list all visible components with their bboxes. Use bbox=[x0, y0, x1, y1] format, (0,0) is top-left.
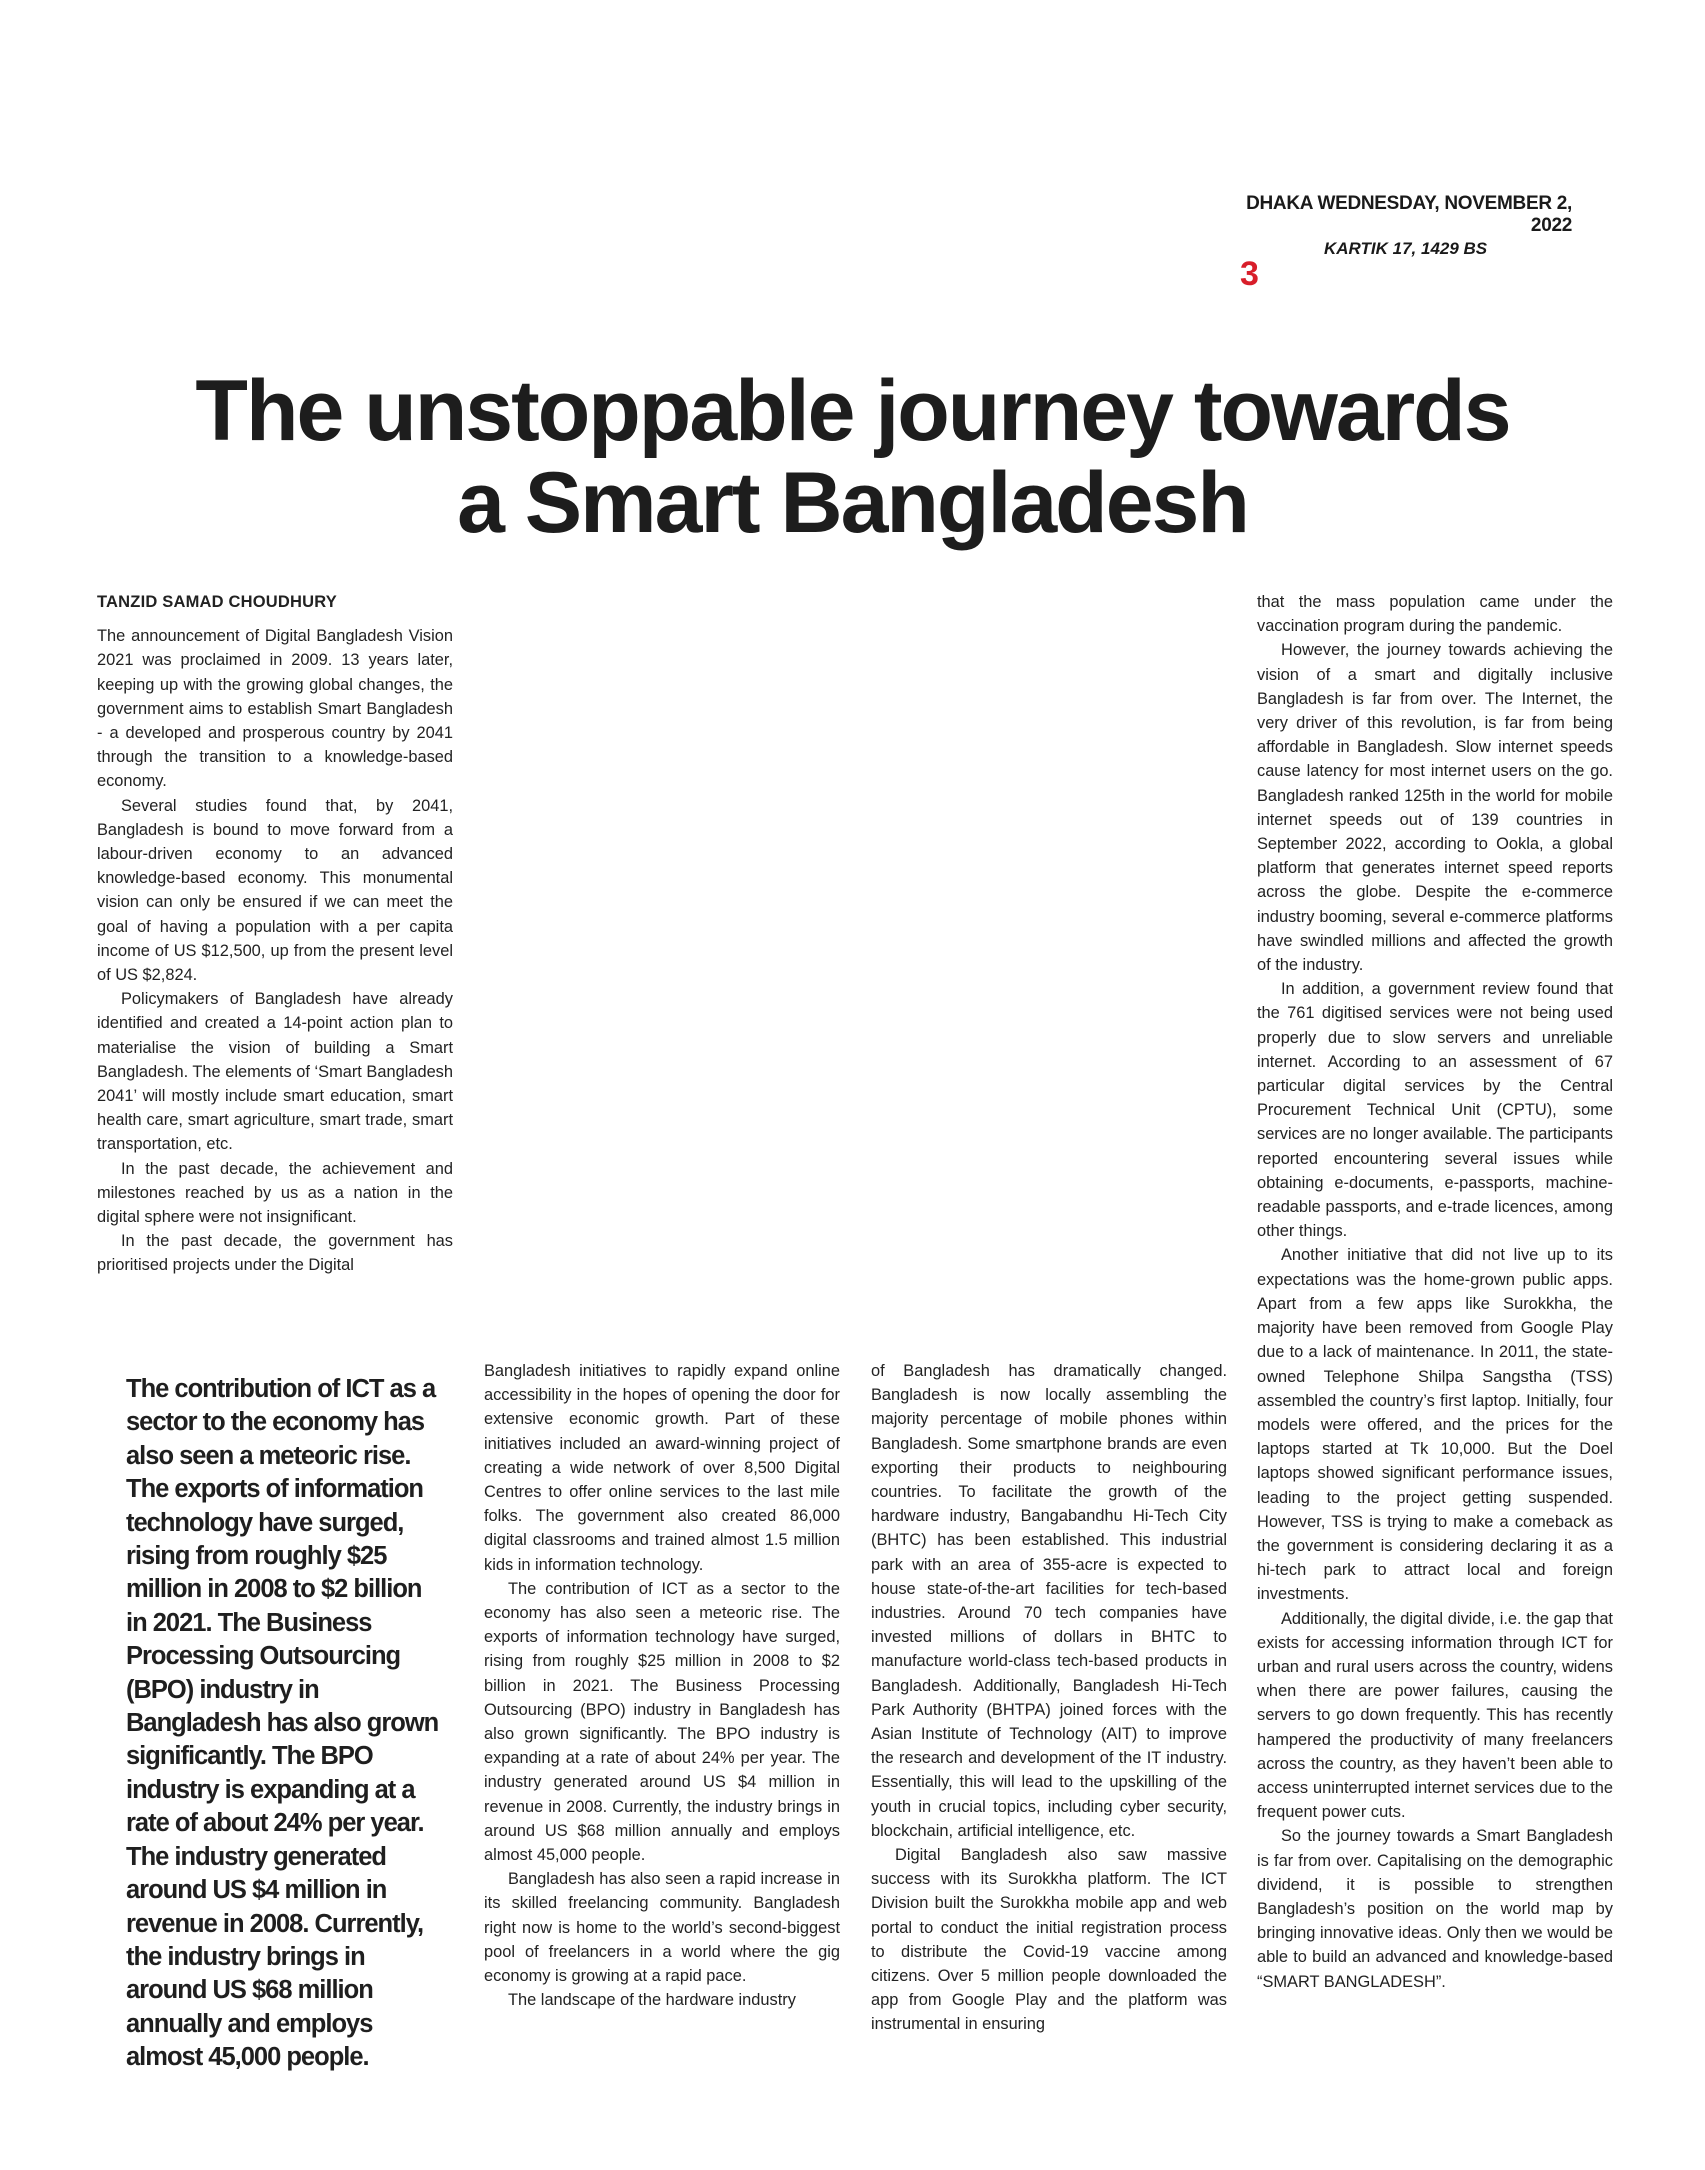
paragraph: In the past decade, the government has prioritised projects under the Digital bbox=[97, 1232, 453, 1275]
pull-quote: The contribution of ICT as a sector to the economy has also seen a meteoric rise. The exports of information technology have surged, rising from roughly $25 million in 2008 to $2 billion in 2021. The Business Processing Outsourcing (BPO) industry in Bangladesh has also grown significantly. The BPO industry is expanding at a rate of about 24% per year. The industry generated around US $4 million in revenue in 2008. Currently, the industry brings in around US $68 million annually and employs almost 45,000 people. bbox=[126, 1375, 439, 2072]
bangla-date-text: KARTIK 17, 1429 BS bbox=[1324, 239, 1488, 258]
article-column-3 bbox=[871, 1359, 1227, 2037]
paragraph: of Bangladesh has dramatically changed. Bangladesh is now locally assembling the majority percentage of mobile phones within Bangladesh. Some smartphone brands are even exporting their products to neighbouring countries. To facilitate the growth of the hardware industry, Bangabandhu Hi-Tech City (BHTC) has been established. This industrial park with an area of 355-acre is expected to house state-of-the-art facilities for tech-based industries. Around 70 tech companies have invested millions of dollars in BHTC to manufacture world-class tech-based products in Bangladesh. Additionally, Bangladesh Hi-Tech Park Authority (BHTPA) joined forces with the Asian Institute of Technology (AIT) to improve the research and development of the IT industry. Essentially, this will lead to the upskilling of the youth in crucial topics, including cyber security, blockchain, artificial intelligence, etc. bbox=[871, 1362, 1227, 1840]
headline-line-2: a Smart Bangladesh bbox=[457, 455, 1248, 551]
headline-line-1: The unstoppable journey towards bbox=[195, 363, 1510, 459]
paragraph: The landscape of the hardware industry bbox=[508, 1991, 796, 2010]
paragraph: The contribution of ICT as a sector to the economy has also seen a meteoric rise. The exports of information technology have surged, rising from roughly $25 million in 2008 to $2 billion in 2021. The Business Processing Outsourcing (BPO) industry in Bangladesh has also grown significantly. The BPO industry is expanding at a rate of about 24% per year. The industry generated around US $4 million in revenue in 2008. Currently, the industry brings in around US $68 million annually and employs almost 45,000 people. bbox=[484, 1579, 840, 1865]
paragraph: Several studies found that, by 2041, Bangladesh is bound to move forward from a labour-driven economy to an advanced knowledge-based economy. This monumental vision can only be ensured if we can meet the goal of having a population with a per capita income of US $12,500, up from the present level of US $2,824. bbox=[97, 796, 453, 985]
paragraph: So the journey towards a Smart Bangladesh is far from over. Capitalising on the demographic dividend, it is possible to strengthen Bangladesh’s position on the world map by bringing innovative ideas. Only then we would be able to build an advanced and knowledge-based “SMART BANGLADESH”. bbox=[1257, 1827, 1613, 1991]
dateline bbox=[1232, 193, 1572, 259]
paragraph: Bangladesh initiatives to rapidly expand online accessibility in the hopes of opening the door for extensive economic growth. Part of these initiatives included an award-winning project of creating a wide network of over 8,500 Digital Centres to offer online services to the last mile folks. The government also created 86,000 digital classrooms and trained almost 1.5 million kids in information technology. bbox=[484, 1362, 840, 1574]
paragraph: Policymakers of Bangladesh have already identified and created a 14-point action plan to materialise the vision of building a Smart Bangladesh. The elements of ‘Smart Bangladesh 2041’ will mostly include smart education, smart health care, smart agriculture, smart trade, smart transportation, etc. bbox=[97, 990, 453, 1154]
paragraph: that the mass population came under the vaccination program during the pandemic. bbox=[1257, 593, 1613, 636]
paragraph: Another initiative that did not live up to its expectations was the home-grown public apps. Apart from a few apps like Surokkha, the majority have been removed from Google Play due to a lack of maintenance. In 2011, the state-owned Telephone Shilpa Sangstha (TSS) assembled the country’s first laptop. Initially, four models were offered, and the prices for the laptops started at Tk 10,000. But the Doel laptops showed significant performance issues, leading to the project getting suspended. However, TSS is trying to make a comeback as the government is considering declaring it as a hi-tech park to attract local and foreign investments. bbox=[1257, 1246, 1613, 1604]
date-text: DHAKA WEDNESDAY, NOVEMBER 2, 2022 bbox=[1246, 193, 1572, 236]
paragraph: In addition, a government review found that the 761 digitised services were not being used properly due to slow servers and unreliable internet. According to an assessment of 67 particular digital services by the Central Procurement Technical Unit (CPTU), some services are no longer available. The participants reported encountering several issues while obtaining e-documents, e-passports, machine-readable passports, and e-trade licences, among other things. bbox=[1257, 980, 1613, 1241]
byline: TANZID SAMAD CHOUDHURY bbox=[97, 593, 337, 611]
paragraph: The announcement of Digital Bangladesh Vision 2021 was proclaimed in 2009. 13 years later, keeping up with the growing global changes, the government aims to establish Smart Bangladesh - a developed and prosperous country by 2041 through the transition to a knowledge-based economy. bbox=[97, 627, 453, 791]
headline bbox=[40, 365, 1665, 549]
page-number: 3 bbox=[1240, 255, 1259, 293]
paragraph: In the past decade, the achievement and milestones reached by us as a nation in the digital sphere were not insignificant. bbox=[97, 1159, 453, 1227]
article-column-2 bbox=[484, 1359, 840, 2012]
article-column-1 bbox=[97, 590, 453, 1278]
paragraph: Bangladesh has also seen a rapid increase in its skilled freelancing community. Bangladesh right now is home to the world’s second-biggest pool of freelancers in a world where the gig economy is growing at a rapid pace. bbox=[484, 1870, 840, 1986]
paragraph: Digital Bangladesh also saw massive success with its Surokkha platform. The ICT Division built the Surokkha mobile app and web portal to conduct the initial registration process to distribute the Covid-19 vaccine among citizens. Over 5 million people downloaded the app from Google Play and the platform was instrumental in ensuring bbox=[871, 1846, 1227, 2034]
article-column-4 bbox=[1257, 590, 1613, 1994]
paragraph: However, the journey towards achieving the vision of a smart and digitally inclusive Bangladesh is far from over. The Internet, the very driver of this revolution, is far from being affordable in Bangladesh. Slow internet speeds cause latency for most internet users on the go. Bangladesh ranked 125th in the world for mobile internet speeds out of 139 countries in September 2022, according to Ookla, a global platform that generates internet speed reports across the globe. Despite the e-commerce industry booming, several e-commerce platforms have swindled millions and affected the growth of the industry. bbox=[1257, 641, 1613, 975]
paragraph: Additionally, the digital divide, i.e. the gap that exists for accessing information through ICT for urban and rural users across the country, widens when there are power failures, causing the servers to go down frequently. This has recently hampered the productivity of many freelancers across the country, as they haven’t been able to access uninterrupted internet services due to the frequent power cuts. bbox=[1257, 1609, 1613, 1822]
